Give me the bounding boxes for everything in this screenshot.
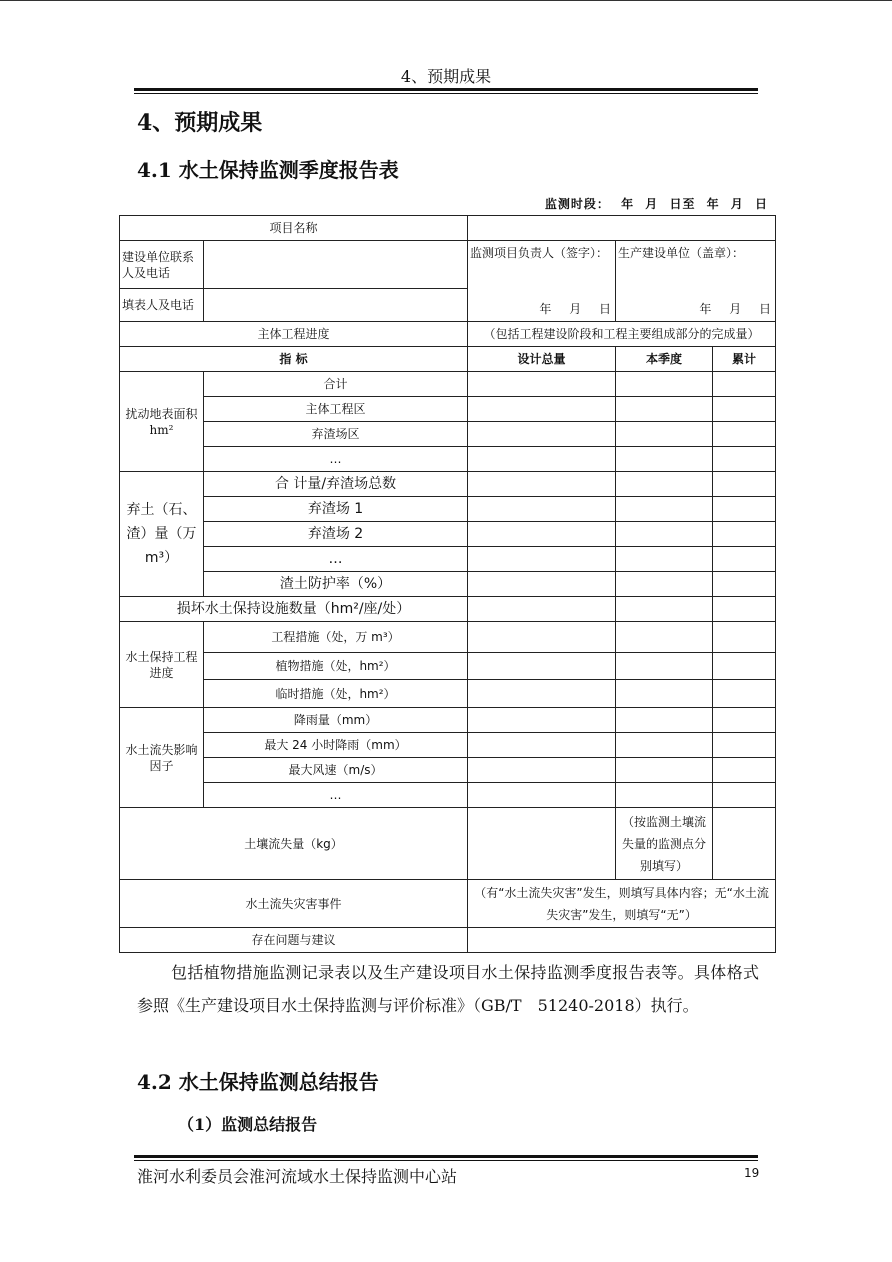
disturb-area-label [120,372,204,472]
subsection-heading-2: 4.2 水土保持监测总结报告 [137,1070,379,1094]
disturb-row: 主体工程区 [204,397,468,422]
monitor-sign-label: 监测项目负责人（签字）： [470,246,609,260]
spoil-amount-label: 弃土（石、渣）量（万 m³） [120,472,204,597]
works-row: 植物措施（处，hm²） [204,653,468,680]
soil-loss-label: 土壤流失量（kg） [120,808,468,880]
spoil-row: 合 计量/弃渣场总数 [204,472,468,497]
top-border [0,0,892,1]
disturb-row: 弃渣场区 [204,422,468,447]
factor-row: 降雨量（mm） [204,708,468,733]
progress-label: 主体工程进度 [120,322,468,347]
works-row: 工程措施（处，万 m³） [204,622,468,653]
project-name-value [468,216,776,241]
monitor-sign-cell [468,241,616,322]
spoil-row: 弃渣场 1 [204,497,468,522]
running-header: 4、预期成果 [400,67,492,86]
filler-label: 填表人及电话 [120,289,204,322]
soil-loss-note: （按监测土壤流失量的监测点分别填写） [616,808,713,880]
col-header-cumulative: 累计 [713,347,776,372]
builder-contact-label: 建设单位联系人及电话 [120,241,204,289]
disaster-note: （有“水土流失灾害”发生，则填写具体内容；无“水土流失灾害”发生，则填写“无”） [468,880,776,928]
quarterly-report-table [119,215,776,953]
col-header-design: 设计总量 [468,347,616,372]
project-name-label: 项目名称 [120,216,468,241]
section-heading: 4、预期成果 [137,110,263,136]
issues-value [468,928,776,953]
unit-seal-cell [616,241,776,322]
monitor-sign-date: 年 月 日 [539,302,612,316]
footer-org: 淮河水利委员会淮河流域水土保持监测中心站 [137,1167,458,1186]
disaster-label: 水土流失灾害事件 [120,880,468,928]
builder-contact-value [204,241,468,289]
disturb-row: … [204,447,468,472]
loss-factor-label: 水土流失影响因子 [120,708,204,808]
disturb-row: 合计 [204,372,468,397]
subsection-heading: 4.1 水土保持监测季度报告表 [137,158,399,182]
disturb-area-title: 扰动地表面积 [125,406,198,421]
col-header-index: 指 标 [120,347,468,372]
works-row: 临时措施（处，hm²） [204,680,468,708]
damaged-facilities-label: 损坏水土保持设施数量（hm²/座/处） [120,597,468,622]
item-heading: （1）监测总结报告 [178,1115,318,1134]
spoil-row: 弃渣场 2 [204,522,468,547]
header-rule [134,88,758,94]
page-number: 19 [744,1166,760,1180]
spoil-row: … [204,547,468,572]
col-header-quarter: 本季度 [616,347,713,372]
monitoring-period: 监测时段： 年 月 日至 年 月 日 [544,197,768,211]
body-paragraph: 包括植物措施监测记录表以及生产建设项目水土保持监测季度报告表等。具体格式参照《生产建设项目水土保持监测与评价标准》（GB/T 51240-2018）执行。 [137,963,759,1015]
factor-row: … [204,783,468,808]
progress-note: （包括工程建设阶段和工程主要组成部分的完成量） [468,322,776,347]
spoil-row: 渣土防护率（%） [204,572,468,597]
factor-row: 最大风速（m/s） [204,758,468,783]
footer-rule [134,1155,758,1161]
works-progress-label: 水土保持工程进度 [120,622,204,708]
issues-label: 存在问题与建议 [120,928,468,953]
filler-value [204,289,468,322]
unit-seal-label: 生产建设单位（盖章）： [618,246,745,260]
disturb-area-unit: hm² [149,422,174,437]
factor-row: 最大 24 小时降雨（mm） [204,733,468,758]
unit-seal-date: 年 月 日 [699,302,772,316]
